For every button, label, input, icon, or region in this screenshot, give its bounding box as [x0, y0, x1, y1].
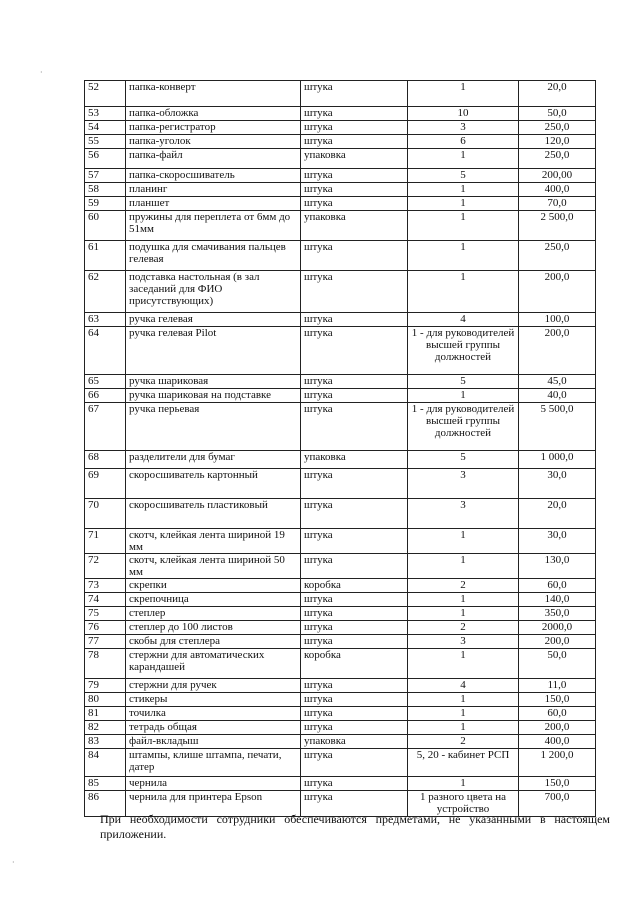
price-cell: 140,0 — [519, 593, 596, 607]
unit-cell: штука — [301, 183, 408, 197]
table-row — [85, 313, 596, 327]
table-row — [85, 469, 596, 499]
row-number-cell: 62 — [85, 271, 126, 313]
item-name-cell: скотч, клейкая лента шириной 50 мм — [126, 554, 301, 579]
quantity-cell: 4 — [408, 679, 519, 693]
price-cell: 60,0 — [519, 707, 596, 721]
item-name-cell: скотч, клейкая лента шириной 19 мм — [126, 529, 301, 554]
price-cell: 250,0 — [519, 241, 596, 271]
quantity-cell: 2 — [408, 579, 519, 593]
price-cell: 700,0 — [519, 791, 596, 817]
item-name-cell: планинг — [126, 183, 301, 197]
quantity-cell: 2 — [408, 621, 519, 635]
row-number-cell: 74 — [85, 593, 126, 607]
table-row — [85, 169, 596, 183]
price-cell: 50,0 — [519, 107, 596, 121]
quantity-cell: 2 — [408, 735, 519, 749]
table-row — [85, 375, 596, 389]
price-cell: 150,0 — [519, 777, 596, 791]
item-name-cell: степлер — [126, 607, 301, 621]
row-number-cell: 78 — [85, 649, 126, 679]
price-cell: 60,0 — [519, 579, 596, 593]
quantity-cell: 1 — [408, 707, 519, 721]
price-cell: 120,0 — [519, 135, 596, 149]
row-number-cell: 53 — [85, 107, 126, 121]
item-name-cell: подушка для смачивания пальцев гелевая — [126, 241, 301, 271]
price-cell: 11,0 — [519, 679, 596, 693]
item-name-cell: разделители для бумаг — [126, 451, 301, 469]
item-name-cell: точилка — [126, 707, 301, 721]
price-cell: 50,0 — [519, 649, 596, 679]
price-cell: 45,0 — [519, 375, 596, 389]
row-number-cell: 73 — [85, 579, 126, 593]
item-name-cell: папка-регистратор — [126, 121, 301, 135]
row-number-cell: 54 — [85, 121, 126, 135]
price-cell: 150,0 — [519, 693, 596, 707]
row-number-cell: 86 — [85, 791, 126, 817]
unit-cell: штука — [301, 375, 408, 389]
price-cell: 2 500,0 — [519, 211, 596, 241]
unit-cell: штука — [301, 621, 408, 635]
price-cell: 40,0 — [519, 389, 596, 403]
unit-cell: упаковка — [301, 451, 408, 469]
unit-cell: штука — [301, 271, 408, 313]
price-cell: 100,0 — [519, 313, 596, 327]
item-name-cell: файл-вкладыш — [126, 735, 301, 749]
unit-cell: упаковка — [301, 149, 408, 169]
row-number-cell: 85 — [85, 777, 126, 791]
table-row — [85, 451, 596, 469]
unit-cell: упаковка — [301, 735, 408, 749]
unit-cell: штука — [301, 81, 408, 107]
table-row — [85, 107, 596, 121]
item-name-cell: папка-скоросшиватель — [126, 169, 301, 183]
table-row — [85, 389, 596, 403]
price-cell: 130,0 — [519, 554, 596, 579]
table-row — [85, 327, 596, 375]
unit-cell: штука — [301, 197, 408, 211]
quantity-cell: 1 — [408, 554, 519, 579]
row-number-cell: 63 — [85, 313, 126, 327]
table-row — [85, 241, 596, 271]
table-row — [85, 693, 596, 707]
table-row — [85, 211, 596, 241]
item-name-cell: степлер до 100 листов — [126, 621, 301, 635]
unit-cell: штука — [301, 169, 408, 183]
unit-cell: штука — [301, 529, 408, 554]
unit-cell: штука — [301, 403, 408, 451]
item-name-cell: стикеры — [126, 693, 301, 707]
table-row — [85, 529, 596, 554]
row-number-cell: 71 — [85, 529, 126, 554]
price-cell: 30,0 — [519, 469, 596, 499]
quantity-cell: 5 — [408, 451, 519, 469]
unit-cell: штука — [301, 313, 408, 327]
row-number-cell: 52 — [85, 81, 126, 107]
row-number-cell: 60 — [85, 211, 126, 241]
quantity-cell: 5 — [408, 169, 519, 183]
quantity-cell: 5 — [408, 375, 519, 389]
price-cell: 1 000,0 — [519, 451, 596, 469]
unit-cell: штука — [301, 791, 408, 817]
row-number-cell: 80 — [85, 693, 126, 707]
price-cell: 250,0 — [519, 121, 596, 135]
row-number-cell: 83 — [85, 735, 126, 749]
table-row — [85, 554, 596, 579]
quantity-cell: 10 — [408, 107, 519, 121]
unit-cell: штука — [301, 707, 408, 721]
row-number-cell: 81 — [85, 707, 126, 721]
quantity-cell: 1 — [408, 241, 519, 271]
unit-cell: штука — [301, 327, 408, 375]
quantity-cell: 5, 20 - кабинет РСП — [408, 749, 519, 777]
item-name-cell: скоросшиватель пластиковый — [126, 499, 301, 529]
unit-cell: штука — [301, 499, 408, 529]
table-row — [85, 271, 596, 313]
row-number-cell: 56 — [85, 149, 126, 169]
quantity-cell: 1 — [408, 649, 519, 679]
price-cell: 200,00 — [519, 169, 596, 183]
item-name-cell: стержни для ручек — [126, 679, 301, 693]
unit-cell: штука — [301, 607, 408, 621]
price-cell: 200,0 — [519, 327, 596, 375]
item-name-cell: скрепочница — [126, 593, 301, 607]
quantity-cell: 3 — [408, 121, 519, 135]
quantity-cell: 1 — [408, 389, 519, 403]
row-number-cell: 59 — [85, 197, 126, 211]
item-name-cell: ручка гелевая Pilot — [126, 327, 301, 375]
price-cell: 2000,0 — [519, 621, 596, 635]
row-number-cell: 72 — [85, 554, 126, 579]
supplies-table — [84, 80, 596, 817]
row-number-cell: 55 — [85, 135, 126, 149]
table-row — [85, 403, 596, 451]
table-row — [85, 621, 596, 635]
row-number-cell: 75 — [85, 607, 126, 621]
unit-cell: штука — [301, 121, 408, 135]
table-row — [85, 197, 596, 211]
unit-cell: штука — [301, 635, 408, 649]
quantity-cell: 1 — [408, 149, 519, 169]
table-row — [85, 607, 596, 621]
item-name-cell: скобы для степлера — [126, 635, 301, 649]
item-name-cell: папка-обложка — [126, 107, 301, 121]
price-cell: 20,0 — [519, 81, 596, 107]
item-name-cell: ручка гелевая — [126, 313, 301, 327]
table-row — [85, 579, 596, 593]
item-name-cell: папка-конверт — [126, 81, 301, 107]
price-cell: 400,0 — [519, 183, 596, 197]
row-number-cell: 84 — [85, 749, 126, 777]
item-name-cell: папка-файл — [126, 149, 301, 169]
item-name-cell: ручка шариковая на подставке — [126, 389, 301, 403]
row-number-cell: 66 — [85, 389, 126, 403]
table-row — [85, 183, 596, 197]
row-number-cell: 77 — [85, 635, 126, 649]
row-number-cell: 67 — [85, 403, 126, 451]
unit-cell: штука — [301, 749, 408, 777]
quantity-cell: 1 — [408, 183, 519, 197]
quantity-cell: 3 — [408, 499, 519, 529]
table-row — [85, 499, 596, 529]
row-number-cell: 57 — [85, 169, 126, 183]
row-number-cell: 61 — [85, 241, 126, 271]
item-name-cell: чернила — [126, 777, 301, 791]
scan-speck: · — [40, 68, 43, 77]
table-row — [85, 135, 596, 149]
unit-cell: штука — [301, 693, 408, 707]
quantity-cell: 1 — [408, 529, 519, 554]
unit-cell: штука — [301, 469, 408, 499]
item-name-cell: скрепки — [126, 579, 301, 593]
item-name-cell: ручка шариковая — [126, 375, 301, 389]
quantity-cell: 3 — [408, 469, 519, 499]
quantity-cell: 1 — [408, 777, 519, 791]
quantity-cell: 1 - для руководителей высшей группы должностей — [408, 403, 519, 451]
table-row — [85, 593, 596, 607]
scan-speck: · — [12, 858, 15, 867]
row-number-cell: 58 — [85, 183, 126, 197]
table-row — [85, 749, 596, 777]
unit-cell: штука — [301, 721, 408, 735]
row-number-cell: 79 — [85, 679, 126, 693]
table-row — [85, 707, 596, 721]
row-number-cell: 65 — [85, 375, 126, 389]
table-row — [85, 121, 596, 135]
unit-cell: коробка — [301, 649, 408, 679]
row-number-cell: 82 — [85, 721, 126, 735]
table-row — [85, 735, 596, 749]
quantity-cell: 6 — [408, 135, 519, 149]
item-name-cell: папка-уголок — [126, 135, 301, 149]
item-name-cell: тетрадь общая — [126, 721, 301, 735]
unit-cell: коробка — [301, 579, 408, 593]
price-cell: 400,0 — [519, 735, 596, 749]
price-cell: 1 200,0 — [519, 749, 596, 777]
quantity-cell: 1 — [408, 593, 519, 607]
quantity-cell: 1 — [408, 607, 519, 621]
table-row — [85, 649, 596, 679]
unit-cell: штука — [301, 679, 408, 693]
supplies-table-body — [85, 81, 596, 817]
quantity-cell: 1 — [408, 271, 519, 313]
price-cell: 20,0 — [519, 499, 596, 529]
unit-cell: упаковка — [301, 211, 408, 241]
table-row — [85, 721, 596, 735]
price-cell: 30,0 — [519, 529, 596, 554]
table-row — [85, 777, 596, 791]
item-name-cell: скоросшиватель картонный — [126, 469, 301, 499]
quantity-cell: 1 — [408, 197, 519, 211]
unit-cell: штука — [301, 107, 408, 121]
item-name-cell: штампы, клише штампа, печати, датер — [126, 749, 301, 777]
row-number-cell: 76 — [85, 621, 126, 635]
item-name-cell: чернила для принтера Epson — [126, 791, 301, 817]
row-number-cell: 69 — [85, 469, 126, 499]
item-name-cell: подставка настольная (в зал заседаний для ФИО присутствующих) — [126, 271, 301, 313]
price-cell: 5 500,0 — [519, 403, 596, 451]
table-row — [85, 679, 596, 693]
unit-cell: штука — [301, 593, 408, 607]
price-cell: 70,0 — [519, 197, 596, 211]
item-name-cell: стержни для автоматических карандашей — [126, 649, 301, 679]
price-cell: 200,0 — [519, 635, 596, 649]
table-row — [85, 635, 596, 649]
item-name-cell: планшет — [126, 197, 301, 211]
price-cell: 250,0 — [519, 149, 596, 169]
unit-cell: штука — [301, 241, 408, 271]
quantity-cell: 1 разного цвета на устройство — [408, 791, 519, 817]
price-cell: 200,0 — [519, 271, 596, 313]
unit-cell: штука — [301, 777, 408, 791]
unit-cell: штука — [301, 135, 408, 149]
quantity-cell: 1 — [408, 81, 519, 107]
item-name-cell: ручка перьевая — [126, 403, 301, 451]
item-name-cell: пружины для переплета от 6мм до 51мм — [126, 211, 301, 241]
quantity-cell: 1 — [408, 211, 519, 241]
quantity-cell: 1 - для руководителей высшей группы должностей — [408, 327, 519, 375]
unit-cell: штука — [301, 389, 408, 403]
quantity-cell: 4 — [408, 313, 519, 327]
table-row — [85, 81, 596, 107]
row-number-cell: 68 — [85, 451, 126, 469]
quantity-cell: 1 — [408, 693, 519, 707]
quantity-cell: 1 — [408, 721, 519, 735]
row-number-cell: 64 — [85, 327, 126, 375]
table-row — [85, 149, 596, 169]
quantity-cell: 3 — [408, 635, 519, 649]
price-cell: 350,0 — [519, 607, 596, 621]
price-cell: 200,0 — [519, 721, 596, 735]
row-number-cell: 70 — [85, 499, 126, 529]
footnote-text: При необходимости сотрудники обеспечиваются предметами, не указанными в настоящем приложении. — [100, 812, 610, 841]
unit-cell: штука — [301, 554, 408, 579]
